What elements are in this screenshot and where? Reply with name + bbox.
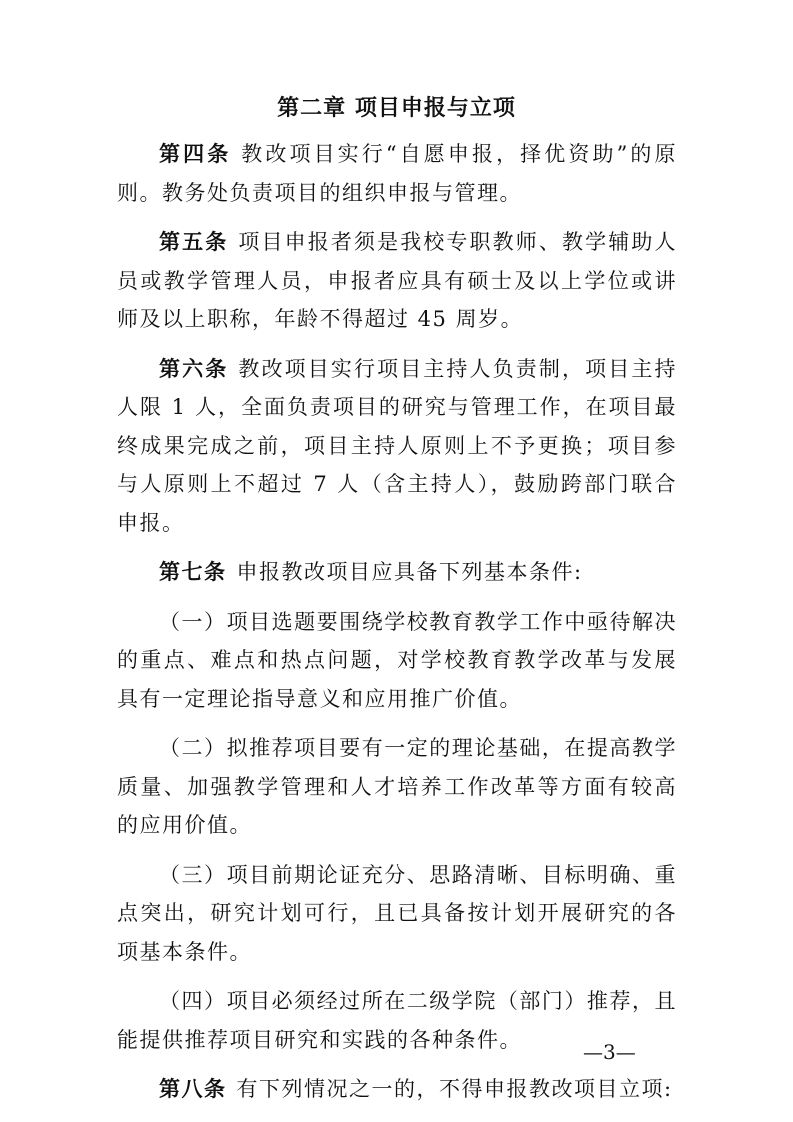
paragraph-text: （二）拟推荐项目要有一定的理论基础，在提高教学质量、加强教学管理和人才培养工作改革等方面有较高的应用价值。 — [117, 736, 677, 837]
paragraph-article-7 — [117, 553, 677, 592]
article-heading: 第五条 — [159, 229, 229, 254]
list-item-condition-1 — [117, 603, 677, 719]
paragraph-text: 有下列情况之一的，不得申报教改项目立项: — [236, 1077, 673, 1101]
paragraph-article-6 — [117, 350, 677, 543]
paragraph-text: （四）项目必须经过所在二级学院（部门）推荐，且能提供推荐项目研究和实践的各种条件。 — [117, 989, 677, 1052]
paragraph-text: （三）项目前期论证充分、思路清晰、目标明确、重点突出，研究计划可行，且已具备按计划开展研究的各项基本条件。 — [117, 862, 677, 964]
paragraph-article-4 — [117, 135, 677, 212]
list-item-condition-2 — [117, 729, 677, 845]
paragraph-text: 项目申报者须是我校专职教师、教学辅助人员或教学管理人员，申报者应具有硕士及以上学位或讲师及以上职称，年龄不得超过 45 周岁。 — [117, 230, 678, 331]
article-heading: 第八条 — [159, 1076, 227, 1101]
article-heading: 第六条 — [159, 355, 229, 381]
paragraph-text: （一）项目选题要围绕学校教育教学工作中亟待解决的重点、难点和热点问题，对学校教育教学改革与发展具有一定理论指导意义和应用推广价值。 — [117, 609, 677, 711]
paragraph-text: 教改项目实行项目主持人负责制，项目主持人限 1 人，全面负责项目的研究与管理工作，在项目最终成果完成之前，项目主持人原则上不予更换；项目参与人原则上不超过 7 人（含主持人），鼓励跨部门联合申报。 — [117, 356, 678, 535]
chapter-title: 第二章 项目申报与立项 — [277, 95, 516, 121]
paragraph-article-5 — [117, 223, 677, 339]
paragraph-article-8 — [117, 1070, 677, 1109]
paragraph-text: 申报教改项目应具备下列基本条件: — [236, 560, 583, 584]
list-item-condition-3 — [117, 856, 677, 972]
article-heading: 第七条 — [159, 559, 227, 584]
document-body — [117, 135, 677, 1120]
article-heading: 第四条 — [159, 141, 232, 166]
paragraph-text: 教改项目实行“自愿申报，择优资助”的原则。教务处负责项目的组织申报与管理。 — [117, 142, 677, 205]
page-number: —3— — [583, 1040, 636, 1064]
